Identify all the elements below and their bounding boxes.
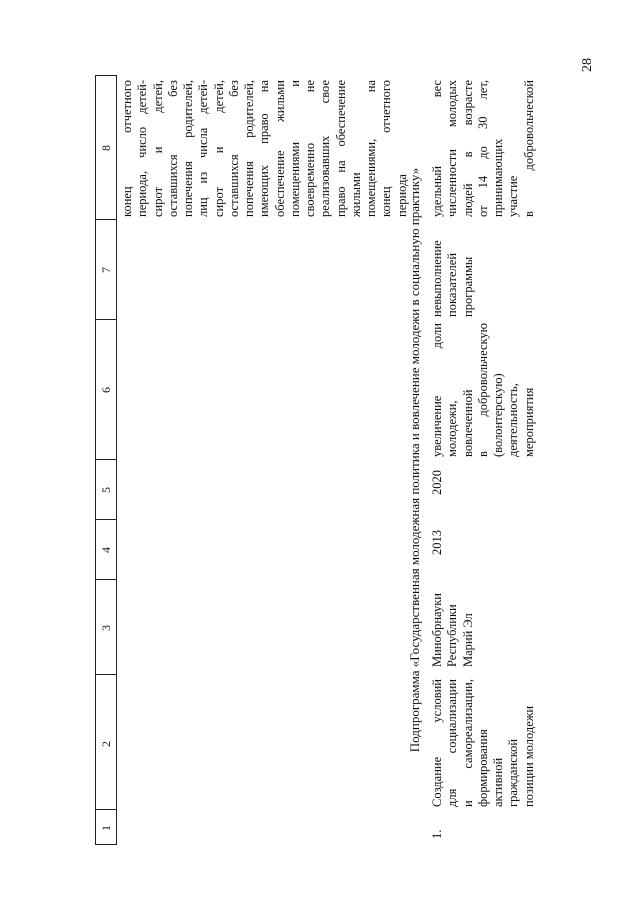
indicators: удельный вес численности молодых людей в возрасте от 14 до 30 лет, принимающих участие в добровольческой (430, 80, 536, 217)
expected-result: увеличение доли молодежи, вовлеченной в добровольческую (волонтерскую) деятельность, мероприятия (430, 323, 536, 457)
subprogram-title: Подпрограмма «Государственная молодежная политика и вовлечение молодежи в социальную практику» (407, 167, 422, 753)
column-number: 5 (99, 487, 113, 493)
column-number: 4 (99, 547, 113, 553)
measure-name: Создание условий для социализации и самореализации, формирования активной гражданской позиции молодежи (430, 679, 536, 807)
page-number: 28 (580, 58, 595, 72)
end-year: 2020 (430, 470, 444, 495)
column-number: 1 (99, 825, 113, 831)
column-number: 7 (99, 267, 113, 273)
column-number: 2 (99, 741, 113, 747)
column-number: 3 (99, 625, 113, 631)
rotated-table (95, 75, 545, 845)
start-year: 2013 (430, 530, 444, 555)
consequences: невыполнение показателей программы (430, 240, 475, 317)
column-number: 8 (99, 145, 113, 151)
continuation-text: конец отчетного периода, число детей- сирот и детей, оставшихся без попечения родителей, лиц из числа детей- сирот и детей, оставшихся без попечения родителей, имеющих право на обеспечение жильми помещениями и своевременно не реализовавших свое право на обеспечение жилыми помещениями, на конец отчетного периода (120, 80, 409, 217)
column-number: 6 (99, 387, 113, 393)
row-number: 1. (430, 829, 444, 839)
column-number-row (95, 75, 117, 845)
executor: Минобрнауки Республики Марий Эл (430, 593, 475, 667)
